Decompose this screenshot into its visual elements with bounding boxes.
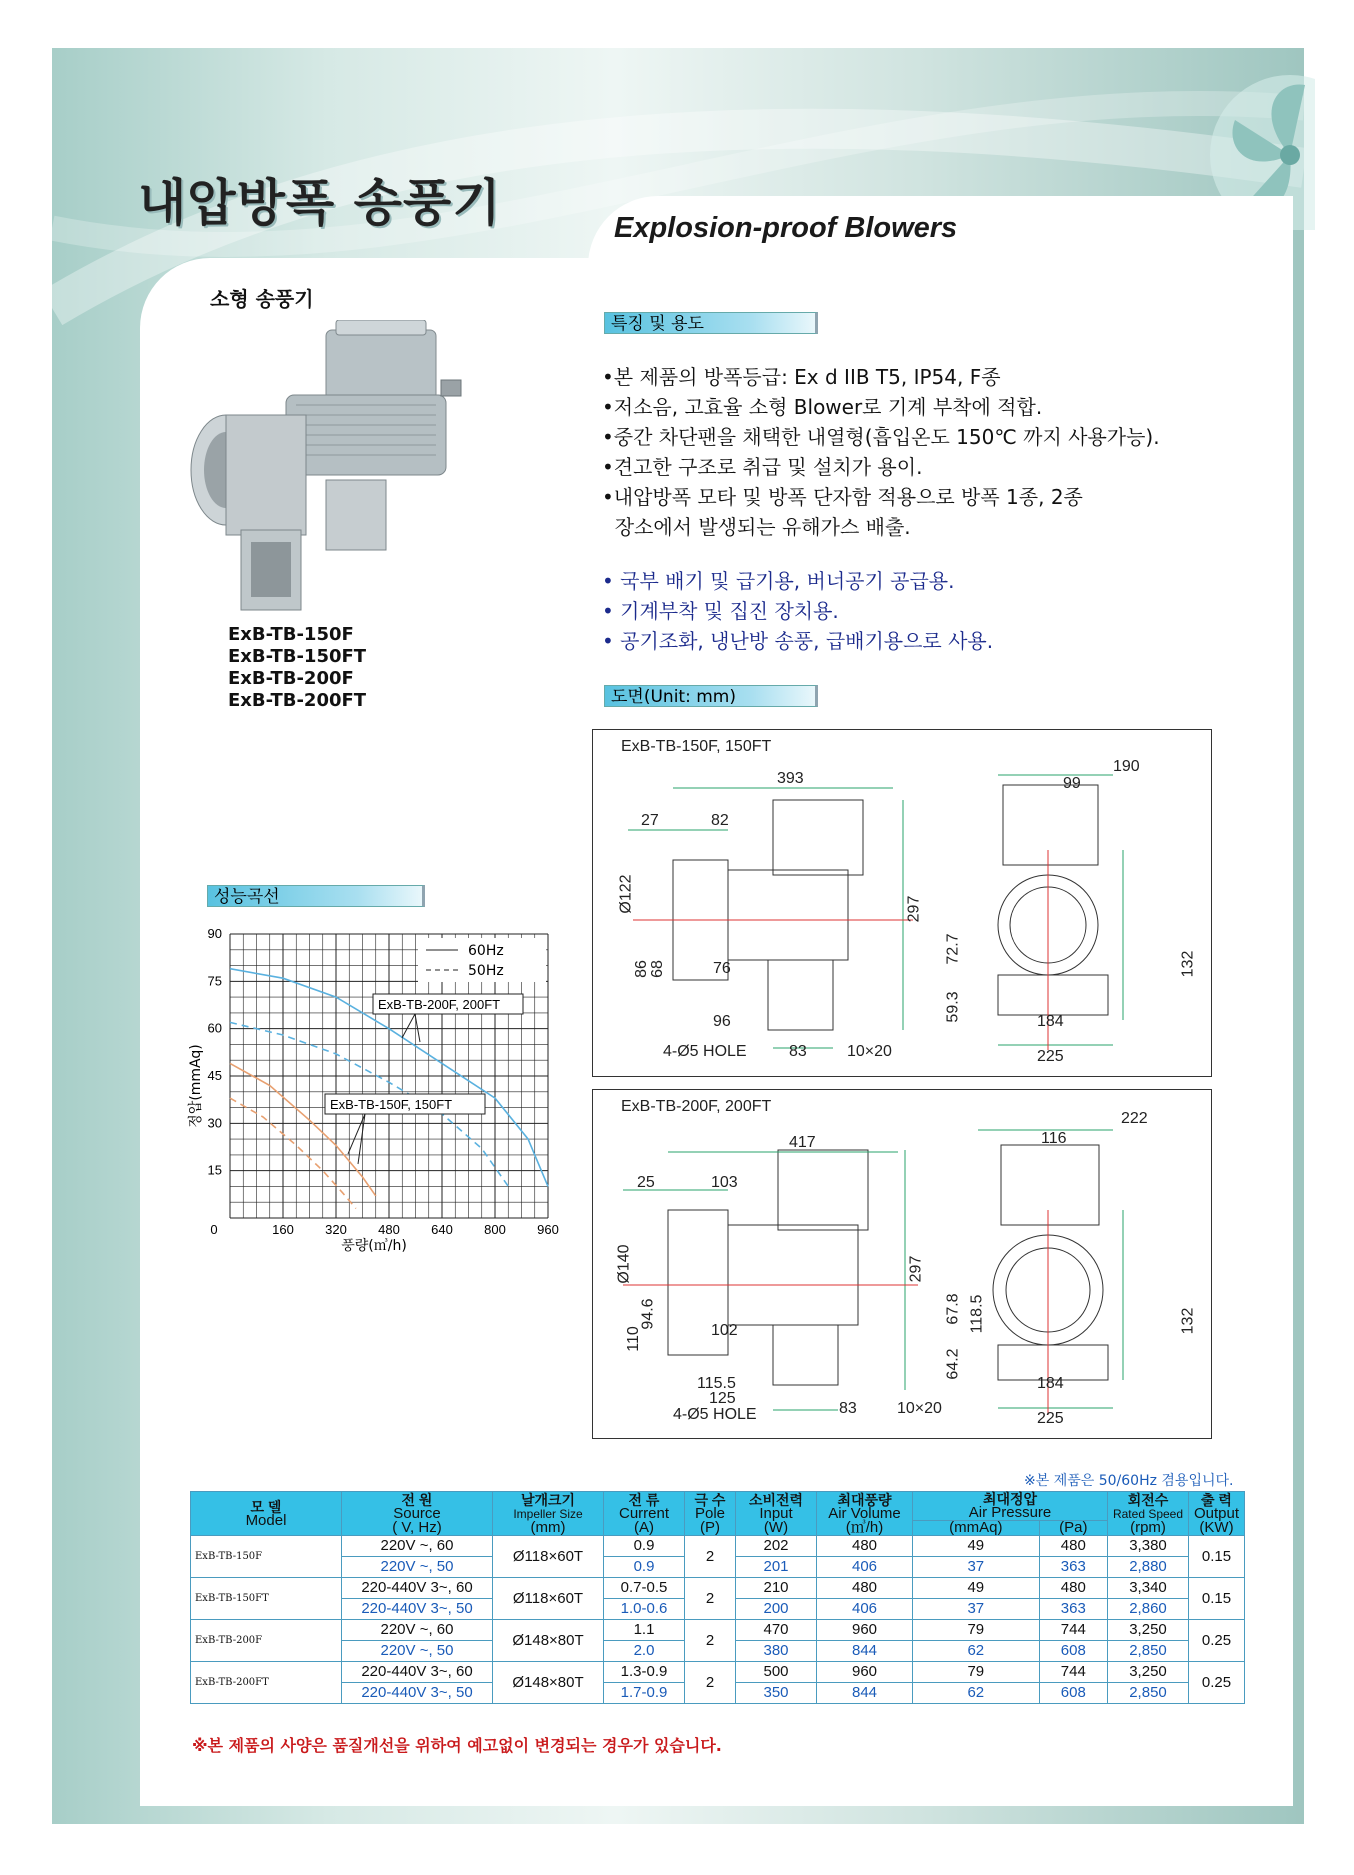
series-line <box>230 1063 376 1196</box>
dim-label: 94.6 <box>639 1298 657 1330</box>
th-model: 모 델 Model <box>191 1492 342 1536</box>
feature-item: •견고한 구조로 취급 및 설치가 용이. <box>602 455 923 479</box>
performance-chart <box>186 926 566 1286</box>
footer-note: ※본 제품의 사양은 품질개선을 위하여 예고없이 변경되는 경우가 있습니다. <box>192 1736 722 1755</box>
drawing-200f <box>592 1089 1212 1439</box>
dim-label: Ø140 <box>615 1244 633 1284</box>
th-pole: 극 수 Pole (P) <box>685 1492 736 1536</box>
dim-label: 25 <box>637 1174 655 1191</box>
y-tick-label: 75 <box>207 973 222 989</box>
x-tick-label: 480 <box>378 1222 400 1237</box>
model-list <box>228 624 366 712</box>
dim-label: 116 <box>1041 1130 1067 1147</box>
dim-label: 225 <box>1037 1410 1064 1427</box>
y-tick-label: 45 <box>207 1068 222 1083</box>
feature-item: •본 제품의 방폭등급: Ex d IIB T5, IP54, F종 <box>602 365 1001 389</box>
y-axis-label: 정압(mmAq) <box>188 1044 204 1128</box>
dim-label: 297 <box>905 895 923 923</box>
th-pa: (Pa) <box>1039 1521 1107 1536</box>
dim-label: 222 <box>1121 1110 1148 1127</box>
section-subtitle: 소형 송풍기 <box>210 287 314 311</box>
dim-label: 27 <box>641 812 659 829</box>
th-pressure: 최대정압 Air Pressure <box>913 1492 1108 1521</box>
feature-item: •중간 차단팬을 채택한 내열형(흡입온도 150℃ 까지 사용가능). <box>602 425 1160 449</box>
dim-label: 118.5 <box>968 1294 986 1334</box>
dim-label: 132 <box>1179 1307 1197 1335</box>
feature-item: •저소음, 고효율 소형 Blower로 기계 부착에 적합. <box>602 395 1043 419</box>
legend-label: 60Hz <box>468 943 504 959</box>
blower-product-image <box>186 320 476 620</box>
dim-label: 96 <box>713 1013 731 1030</box>
dim-label: 297 <box>907 1255 925 1283</box>
legend-label: 50Hz <box>468 963 504 979</box>
th-input: 소비전력 Input (W) <box>736 1492 817 1536</box>
features-label: 특징 및 용도 <box>604 312 818 334</box>
x-tick-label: 0 <box>210 1222 218 1237</box>
dim-label: 125 <box>709 1390 736 1407</box>
drawing-150f-lines <box>593 730 1211 1076</box>
dim-label: 64.2 <box>944 1348 962 1380</box>
model-name: ExB-TB-200FT <box>228 690 367 711</box>
use-item: • 국부 배기 및 급기용, 버너공기 공급용. <box>602 569 955 593</box>
feature-list <box>602 362 1160 542</box>
dim-label: 83 <box>789 1043 807 1060</box>
dim-label: 76 <box>713 960 731 977</box>
dim-label: 184 <box>1037 1375 1064 1392</box>
th-current: 전 류 Current (A) <box>604 1492 685 1536</box>
x-tick-label: 800 <box>484 1222 506 1237</box>
x-tick-label: 320 <box>325 1222 347 1237</box>
performance-label: 성능곡선 <box>207 885 425 907</box>
th-impeller: 날개크기 Impeller Size (mm) <box>493 1492 604 1536</box>
dim-label: 99 <box>1063 775 1081 792</box>
dim-label: 4-Ø5 HOLE <box>673 1406 757 1423</box>
page-title-english: Explosion-proof Blowers <box>614 212 958 244</box>
dim-label: 417 <box>789 1134 816 1151</box>
y-tick-label: 60 <box>207 1020 222 1036</box>
use-item: • 공기조화, 냉난방 송풍, 급배기용으로 사용. <box>602 629 994 653</box>
dim-label: 67.8 <box>944 1293 962 1325</box>
dim-label: 225 <box>1037 1048 1064 1065</box>
dim-label: Ø122 <box>617 874 635 914</box>
cell-model: ExB-TB-150F <box>191 1536 342 1578</box>
model-name: ExB-TB-150FT <box>228 646 367 667</box>
dim-label: 103 <box>711 1174 738 1191</box>
cell-model: ExB-TB-150FT <box>191 1578 342 1620</box>
dim-label: 86 <box>632 960 650 978</box>
dim-label: 102 <box>711 1322 738 1339</box>
frequency-note: ※본 제품은 50/60Hz 겸용입니다. <box>1024 1473 1234 1489</box>
series-line <box>230 1098 356 1208</box>
dim-label: 10×20 <box>897 1400 942 1417</box>
x-tick-label: 160 <box>272 1222 294 1237</box>
dim-label: 72.7 <box>944 933 962 965</box>
y-tick-label: 30 <box>207 1115 222 1131</box>
th-output: 출 력 Output (KW) <box>1189 1492 1245 1536</box>
cell-model: ExB-TB-200F <box>191 1620 342 1662</box>
th-mmaq: (mmAq) <box>913 1521 1040 1536</box>
dim-label: 110 <box>624 1326 642 1352</box>
dim-label: 83 <box>839 1400 857 1417</box>
model-name: ExB-TB-200F <box>228 668 354 689</box>
use-item: • 기계부착 및 집진 장치용. <box>602 599 839 623</box>
drawing-label: 도면(Unit: mm) <box>604 685 818 707</box>
feature-item: •내압방폭 모타 및 방폭 단자함 적용으로 방폭 1종, 2종 <box>602 485 1083 509</box>
annotation-label: ExB-TB-200F, 200FT <box>378 997 501 1012</box>
model-name: ExB-TB-150F <box>228 624 354 645</box>
dim-label: 68 <box>648 960 666 978</box>
th-speed: 회전수 Rated Speed (rpm) <box>1108 1492 1189 1536</box>
x-tick-label: 640 <box>431 1222 453 1237</box>
dim-label: 132 <box>1179 950 1197 978</box>
dim-label: 82 <box>711 812 729 829</box>
dim-label: 190 <box>1113 758 1140 775</box>
dim-label: 4-Ø5 HOLE <box>663 1043 747 1060</box>
spec-table: 모 델 Model 전 원 Source ( V, Hz) 날개크기 Impeller Size (mm) 전 류 Current (A) 극 수 Pole (P) 소비전력 Input (W) 최대풍량 Air Volume (㎥/h) 최대정압 Air Pressure 회전수 Rated Speed (rpm) 출 력 Output (KW) (mmAq) (Pa) ExB-TB-150F 220V ~, 60 Ø118×60T 0.9 2 202 480 49 480 3,380 0.15 220V ~, 50 0.9 201 406 37 363 2,880 ExB-TB-150FT 220-440V 3~, 60 Ø118×60T 0.7-0.5 2 210 480 49 480 3,340 0.15 220-440V 3~, 50 1.0-0.6 200 406 37 363 2,860 ExB-TB-200F 220V ~, 60 Ø148×80T 1.1 2 470 960 79 744 3,250 0.25 220V ~, 50 2.0 380 844 62 608 2,850 ExB-TB-200FT 220-440V 3~, 60 Ø148×80T 1.3-0.9 2 500 960 79 744 3,250 0.25 220-440V 3~, 50 1.7-0.9 350 844 62 608 2,850 <box>190 1491 1245 1704</box>
drawing-title: ExB-TB-150F, 150FT <box>621 738 772 755</box>
drawing-title: ExB-TB-200F, 200FT <box>621 1098 772 1115</box>
drawing-150f <box>592 729 1212 1077</box>
y-tick-label: 15 <box>207 1162 222 1178</box>
cell-model: ExB-TB-200FT <box>191 1662 342 1704</box>
dim-label: 10×20 <box>847 1043 892 1060</box>
dim-label: 115.5 <box>697 1375 736 1392</box>
dim-label: 59.3 <box>944 991 962 1023</box>
y-tick-label: 90 <box>207 926 222 941</box>
use-list <box>602 566 993 656</box>
th-source: 전 원 Source ( V, Hz) <box>342 1492 493 1536</box>
feature-item: 장소에서 발생되는 유해가스 배출. <box>602 515 911 539</box>
th-volume: 최대풍량 Air Volume (㎥/h) <box>817 1492 913 1536</box>
dim-label: 393 <box>777 770 804 787</box>
annotation-label: ExB-TB-150F, 150FT <box>330 1097 453 1112</box>
dim-label: 184 <box>1037 1013 1064 1030</box>
annotation-leader <box>402 1014 420 1042</box>
x-axis-label: 풍량(㎥/h) <box>341 1238 407 1254</box>
drawing-200f-lines <box>593 1090 1211 1438</box>
x-tick-label: 960 <box>537 1222 559 1237</box>
page-title-korean: 내압방폭 송풍기 <box>138 174 502 232</box>
